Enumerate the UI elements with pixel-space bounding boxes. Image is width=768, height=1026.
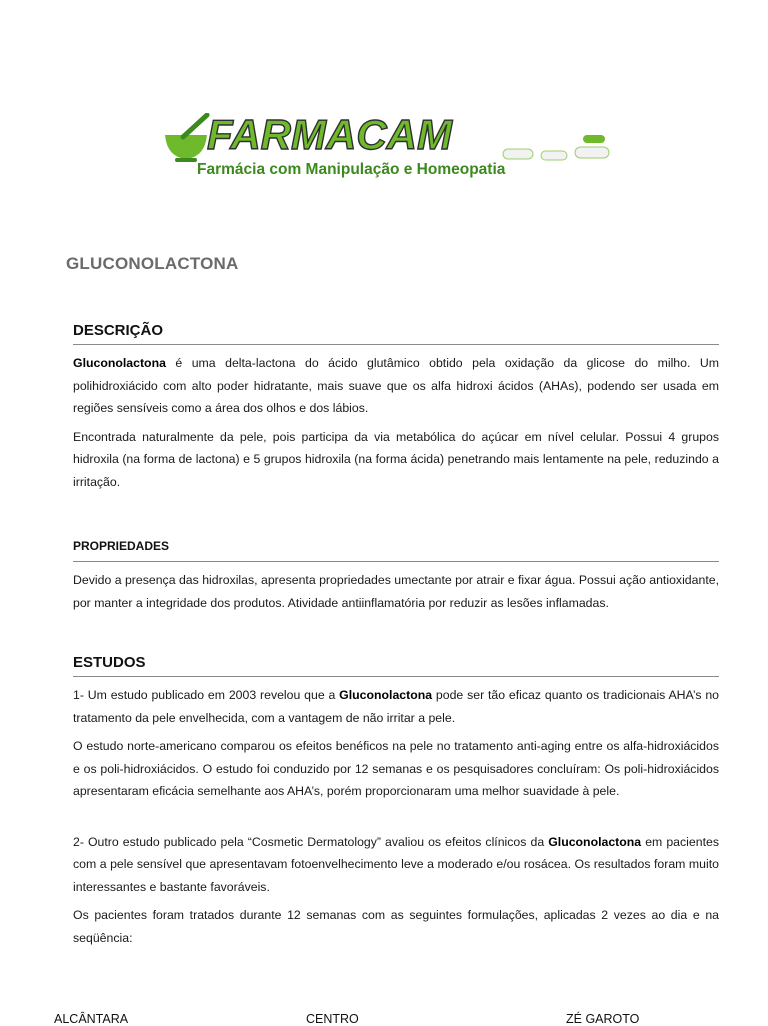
paragraph: 1- Um estudo publicado em 2003 revelou que a Gluconolactona pode ser tão eficaz quanto os tradicionais AHA’s no tratamento da pele envelhecida, com a vantagem de não irritar a pele.	[73, 688, 719, 725]
paragraph: Devido a presença das hidroxilas, apresenta propriedades umectante por atrair e fixar água. Possui ação antioxidante, por manter a integridade dos produtos. Atividade antiinflamatória por reduzir as lesões inflamadas.	[73, 573, 719, 610]
farmacam-logo	[163, 113, 618, 178]
paragraph: Gluconolactona é uma delta-lactona do ácido glutâmico obtido pela oxidação da glicose do milho. Um polihidroxiácido com alto poder hidratante, mais suave que os alfa hidroxi ácidos (AHAs), podendo ser usada em regiões sensíveis como a área dos olhos e dos lábios.	[73, 356, 719, 415]
term-highlight: Gluconolactona	[548, 834, 642, 849]
paragraph: Encontrada naturalmente da pele, pois participa da via metabólica do açúcar em nível celular. Possui 4 grupos hidroxila (na forma de lactona) e 5 grupos hidroxila (na forma ácida) penetrando mais lentamente na pele, reduzindo a irritação.	[73, 429, 719, 489]
section-propriedades	[73, 539, 719, 620]
term-highlight: Gluconolactona	[73, 356, 166, 370]
capsule-icons	[503, 135, 609, 160]
paragraph: Os pacientes foram tratados durante 12 semanas com as seguintes formulações, aplicadas 2 vezes ao dia e na seqüência:	[73, 908, 719, 945]
section-heading: ESTUDOS	[73, 654, 719, 677]
brand-tagline: Farmácia com Manipulação e Homeopatia	[197, 161, 506, 178]
location-centro: CENTRO	[306, 1012, 359, 1026]
location-ze-garoto: ZÉ GAROTO	[566, 1012, 640, 1026]
paragraph: 2- Outro estudo publicado pela “Cosmetic Dermatology” avaliou os efeitos clínicos da Gluconolactona em pacientes com a pele sensível que apresentavam fotoenvelhecimento leve a moderado e/ou rosácea. Os resultados foram muito interessantes e bastante favoráveis.	[73, 834, 719, 894]
section-heading: PROPRIEDADES	[73, 539, 719, 562]
section-heading: DESCRIÇÃO	[73, 322, 719, 345]
mortar-pestle-icon	[165, 115, 207, 162]
brand-name: FARMACAM	[207, 113, 452, 158]
section-estudos	[73, 654, 719, 955]
paragraph: O estudo norte-americano comparou os efeitos benéficos na pele no tratamento anti-aging entre os alfa-hidroxiácidos e os poli-hidroxiácidos. O estudo foi conduzido por 12 semanas e os pesquisadores concluíram: Os poli-hidroxiácidos apresentaram eficácia semelhante aos AHA’s, porém proporcionaram uma melhor suavidade à pele.	[73, 739, 719, 798]
location-alcantara: ALCÂNTARA	[54, 1012, 129, 1026]
document-title: GLUCONOLACTONA	[66, 254, 239, 273]
term-highlight: Gluconolactona	[339, 688, 433, 702]
section-descricao	[73, 322, 719, 499]
